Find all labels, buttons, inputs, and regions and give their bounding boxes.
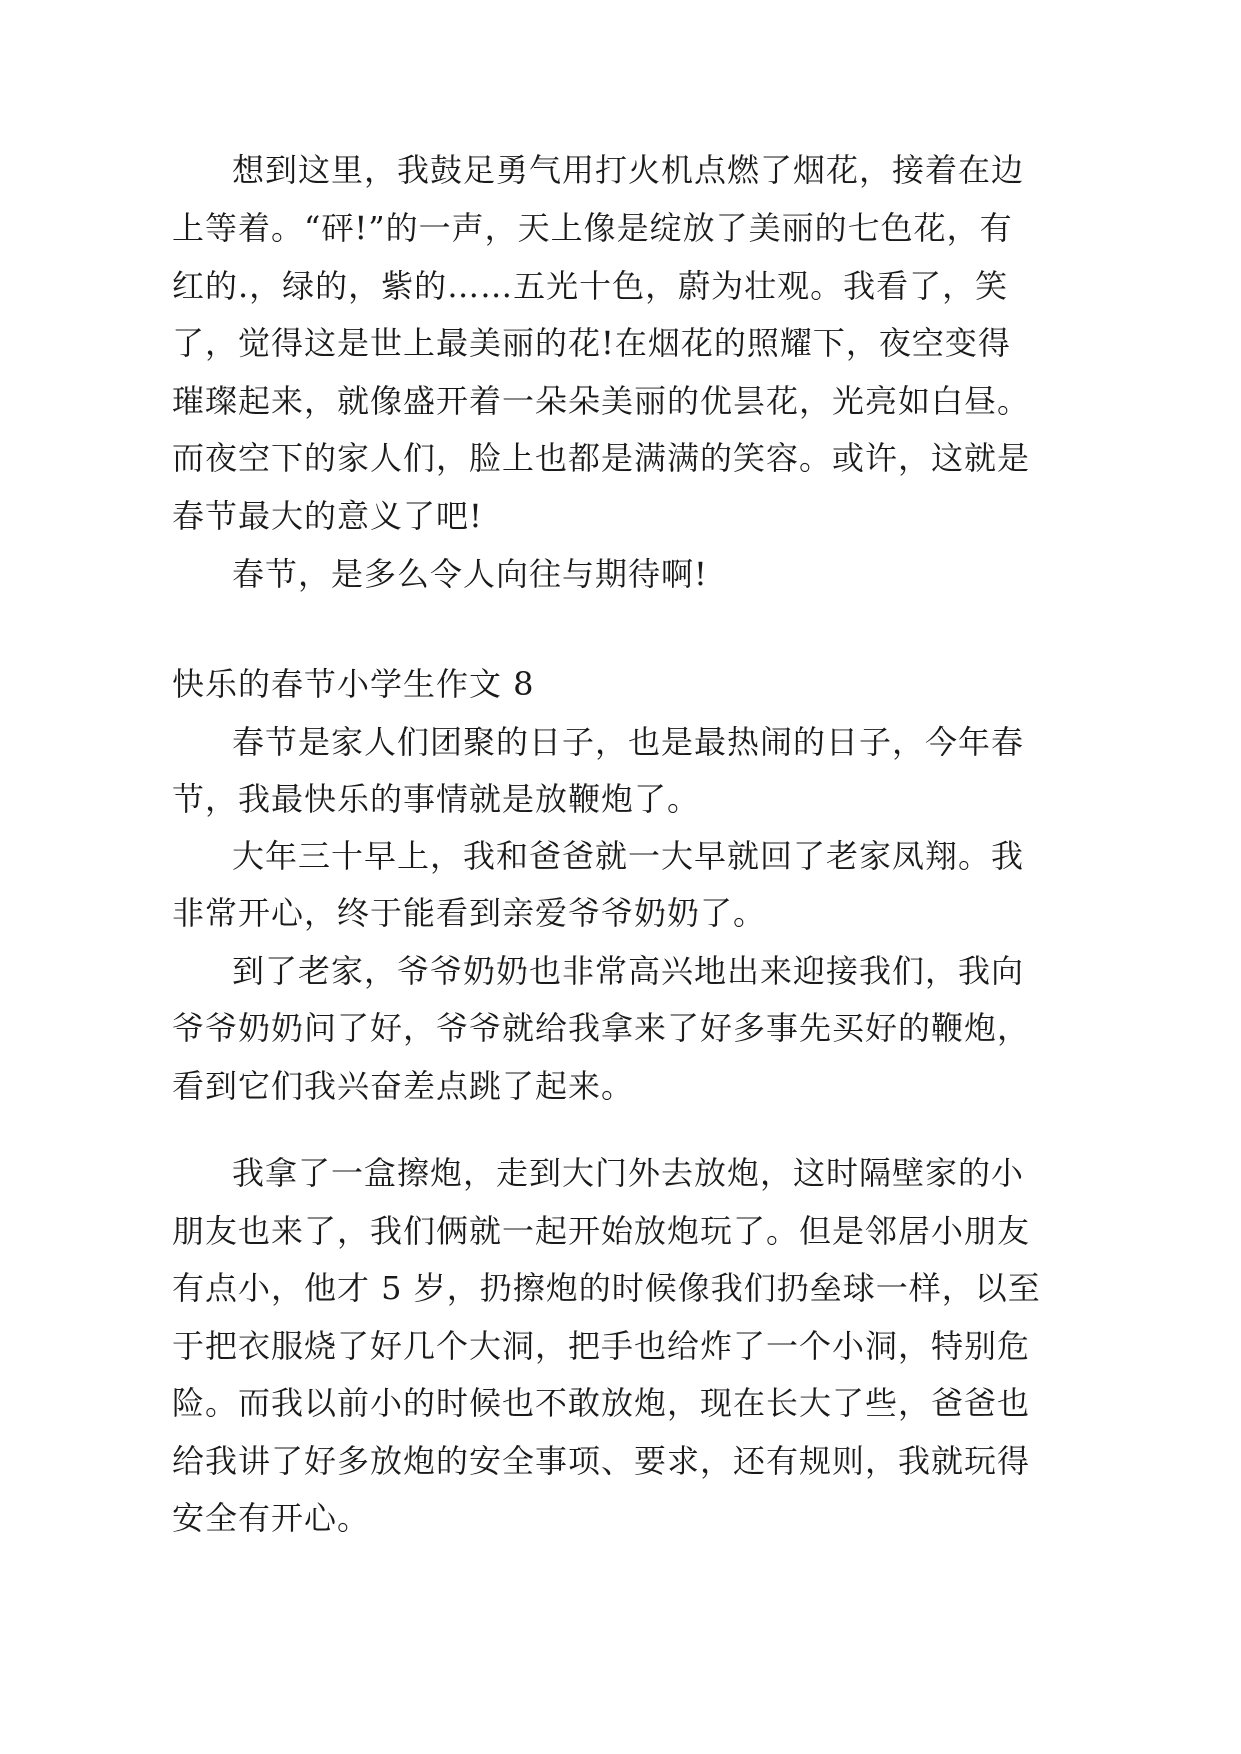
text-line: 春节，是多么令人向往与期待啊! [232, 555, 708, 593]
text-line: 璀璨起来，就像盛开着一朵朵美丽的优昙花，光亮如白昼。 [172, 382, 1031, 420]
text-line: 了，觉得这是世上最美丽的花!在烟花的照耀下，夜空变得 [172, 324, 1011, 362]
text-line: 我拿了一盒擦炮，走到大门外去放炮，这时隔壁家的小 [232, 1154, 1025, 1192]
text-line: 爷爷奶奶问了好，爷爷就给我拿来了好多事先买好的鞭炮， [172, 1009, 1031, 1047]
text-line: 而夜空下的家人们，脸上也都是满满的笑容。或许，这就是 [172, 439, 1031, 477]
text-line: 安全有开心。 [172, 1499, 371, 1537]
section-heading: 快乐的春节小学生作文 8 [172, 665, 535, 703]
text-line: 看到它们我兴奋差点跳了起来。 [172, 1067, 635, 1105]
text-line: 给我讲了好多放炮的安全事项、要求，还有规则，我就玩得 [172, 1442, 1031, 1480]
text-line: 春节是家人们团聚的日子，也是最热闹的日子，今年春 [232, 723, 1025, 761]
text-line: 上等着。“砰!”的一声，天上像是绽放了美丽的七色花，有 [172, 209, 1013, 247]
text-line: 想到这里，我鼓足勇气用打火机点燃了烟花，接着在边 [232, 151, 1025, 189]
text-line: 春节最大的意义了吧! [172, 497, 483, 535]
text-line: 非常开心，终于能看到亲爱爷爷奶奶了。 [172, 894, 767, 932]
text-line: 红的.，绿的，紫的……五光十色，蔚为壮观。我看了，笑 [172, 267, 1009, 305]
text-line: 大年三十早上，我和爸爸就一大早就回了老家凤翔。我 [232, 837, 1025, 875]
text-line: 节，我最快乐的事情就是放鞭炮了。 [172, 780, 701, 818]
text-line: 险。而我以前小的时候也不敢放炮，现在长大了些，爸爸也 [172, 1384, 1031, 1422]
text-line: 有点小，他才 5 岁，扔擦炮的时候像我们扔垒球一样，以至 [172, 1269, 1041, 1307]
text-line: 朋友也来了，我们俩就一起开始放炮玩了。但是邻居小朋友 [172, 1212, 1031, 1250]
text-line: 到了老家，爷爷奶奶也非常高兴地出来迎接我们，我向 [232, 952, 1025, 990]
text-line: 于把衣服烧了好几个大洞，把手也给炸了一个小洞，特别危 [172, 1327, 1031, 1365]
